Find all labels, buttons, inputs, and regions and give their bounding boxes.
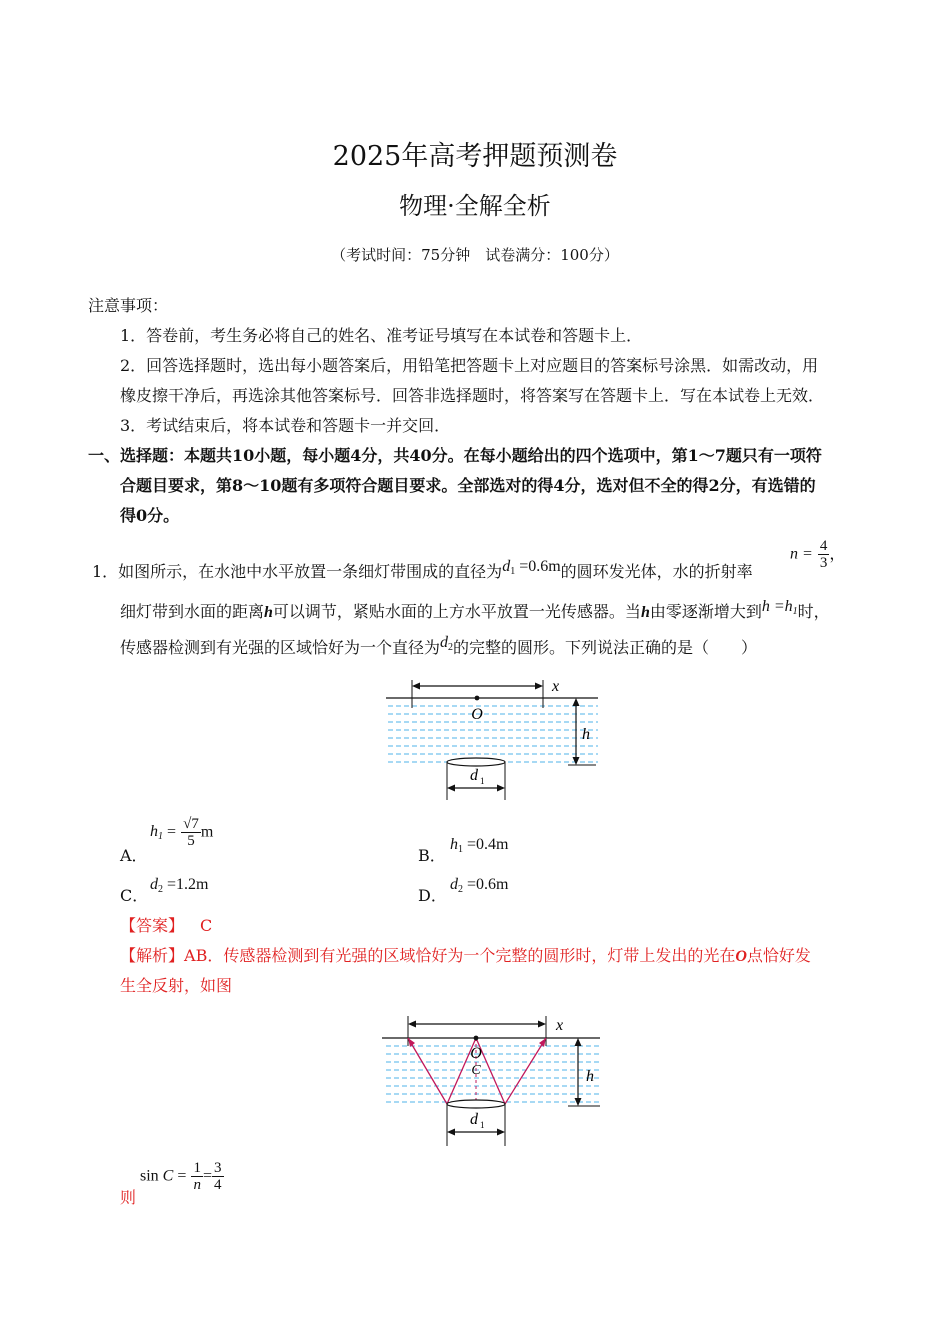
option-b-letter[interactable]: B． [418,846,446,865]
x-axis-label-2: x [556,1017,564,1034]
option-d-letter[interactable]: D． [418,886,447,905]
point-o-label: O [471,706,483,723]
water-lines [388,706,598,762]
q1-text-a: 1．如图所示，在水池中水平放置一条细灯带围成的直径为 [92,562,503,581]
x-axis-label: x [552,678,560,695]
note-item-2: 2．回答选择题时，选出每小题答案后，用铅笔把答题卡上对应题目的答案标号涂黑．如需改动，用 [120,356,819,375]
led-ring [447,758,505,766]
note-item-1: 1．答卷前，考生务必将自己的姓名、准考证号填写在本试卷和答题卡上． [120,326,643,345]
analysis-label: 【解析】 [120,946,185,965]
answer-label: 【答案】 [120,916,185,935]
option-d-formula: $d_2 =0.6m$ [450,876,509,895]
page-title: 2025年高考押题预测卷 [332,141,618,172]
option-c-letter[interactable]: C． [120,886,149,905]
d1-label: d [470,767,478,784]
section-heading-line-2: 合题目要求，第8～10题有多项符合题目要求。全部选对的得4分，选对但不全的得2分，有选错的 [120,476,816,495]
option-c-formula: $d_2 =1.2m$ [150,876,209,895]
d1-label-2: d [470,1111,478,1128]
h-label-2: h [586,1068,594,1085]
section-heading-line-1: 一、选择题：本题共10小题，每小题4分，共40分。在每小题给出的四个选项中，第1～7题只有一项符 [88,446,822,465]
h-label: h [582,726,590,743]
answer-value: C [200,916,213,935]
d1-subscript-2: 1 [480,1120,485,1130]
option-a-letter[interactable]: A． [120,846,148,865]
note-item-2-cont: 橡皮擦干净后，再选涂其他答案标号．回答非选择题时，将答案写在答题卡上．写在本试卷上无效． [120,386,825,405]
answer-line [120,916,212,936]
page-subtitle: 物理·全解全析 [399,192,551,220]
option-b-formula: $h_1 =0.4m$ [450,836,509,855]
notes-heading: 注意事项： [88,296,169,315]
sin-c-formula: sin C = $\frac{1}{n}$ = $\frac{3}{4}$ [140,1160,222,1193]
d1-subscript: 1 [480,776,485,786]
point-o-label-2: O [470,1045,482,1062]
led-ring-2 [447,1100,505,1108]
section-heading-line-3: 得0分。 [120,506,180,525]
q1-n-formula: n = $\frac{4}{3}$ ， [790,538,846,571]
then-label: 则 [120,1188,137,1207]
figure-1-diagram [380,672,610,804]
analysis-line-1: 【解析】AB．传感器检测到有光强的区域恰好为一个完整的圆形时，灯带上发出的光在O点恰好发 [120,946,811,965]
q1-text-b: 的圆环发光体，水的折射率 [560,562,753,581]
analysis-line-2: 生全反射，如图 [120,976,233,995]
option-a-formula: $h_1$ = $\frac{√7}{5}$ m [150,816,214,849]
question-1-line-2: 细灯带到水面的距离h可以调节，紧贴水面的上方水平放置一光传感器。当h由零逐渐增大到$h =h_1$时， [120,598,830,621]
question-1-line-3: 传感器检测到有光强的区域恰好为一个直径为$d_2$的完整的圆形。下列说法正确的是（ ） [120,634,758,657]
critical-angle-label: C [471,1063,481,1078]
q1-d1-formula: $d_1 =0.6m$ [502,558,561,577]
exam-info: （考试时间：75分钟 试卷满分：100分） [331,246,619,264]
point-o-marker [475,696,480,701]
figure-2-diagram [378,1006,610,1152]
note-item-3: 3．考试结束后，将本试卷和答题卡一并交回． [120,416,451,435]
question-1-line-1 [92,558,753,588]
